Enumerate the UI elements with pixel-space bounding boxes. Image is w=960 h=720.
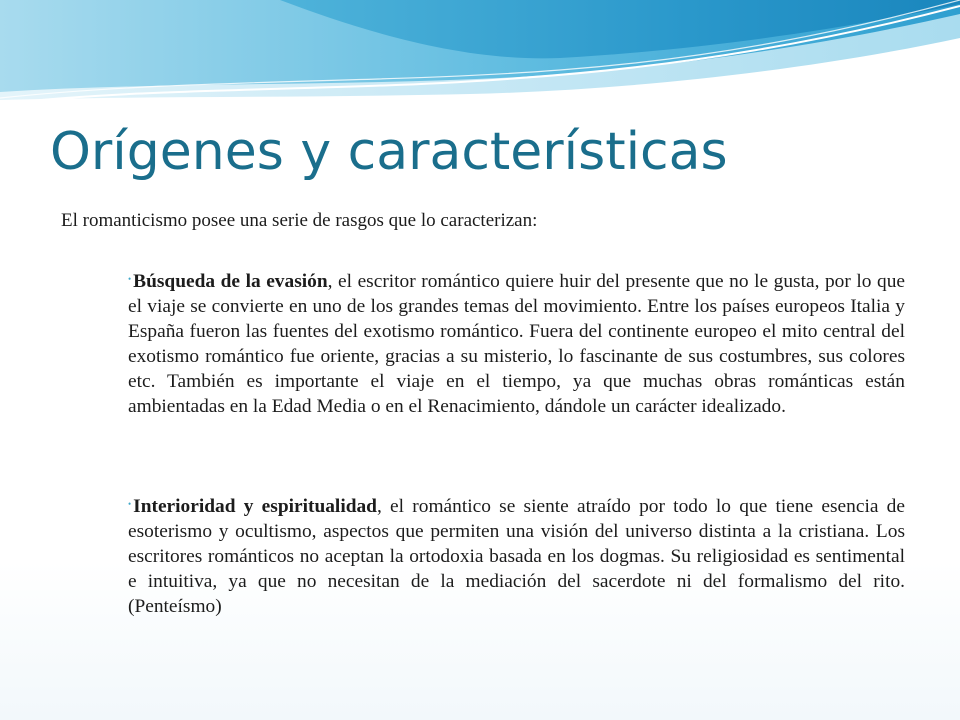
bullet-text: , el escritor romántico quiere huir del presente que no le gusta, por lo que el viaje se convierte en uno de los grandes temas del movimiento. Entre los países europeos Italia y España fueron las fuentes del exotismo romántico. Fuera del continente europeo el mito central del exotismo romántico fue oriente, gracias a su misterio, lo fascinante de sus costumbres, sus colores etc. También es importante el viaje en el tiempo, ya que muchas obras románticas están ambientadas en la Edad Media o en el Renacimiento, dándole un carácter idealizado. (128, 271, 905, 417)
bullet-text: , el romántico se siente atraído por todo lo que tiene esencia de esoterismo y ocultismo, aspectos que permiten una visión del universo distinta a la cristiana. Los escritores románticos no aceptan la ortodoxia basada en los dogmas. Su religiosidad es sentimental e intuitiva, ya que no necesitan de la mediación del sacerdote ni del formalismo del rito. (Penteísmo) (128, 496, 905, 617)
bullet-icon: • (128, 499, 132, 509)
bullet-item-evasion (128, 269, 905, 419)
header-wave-decoration (0, 0, 960, 120)
bullet-icon: • (128, 274, 132, 284)
bullet-item-interioridad (128, 494, 905, 619)
slide-title: Orígenes y características (50, 122, 728, 182)
bullet-term: Interioridad y espiritualidad (133, 496, 377, 517)
bullet-term: Búsqueda de la evasión (133, 271, 328, 292)
intro-text: El romanticismo posee una serie de rasgos que lo caracterizan: (61, 210, 538, 231)
